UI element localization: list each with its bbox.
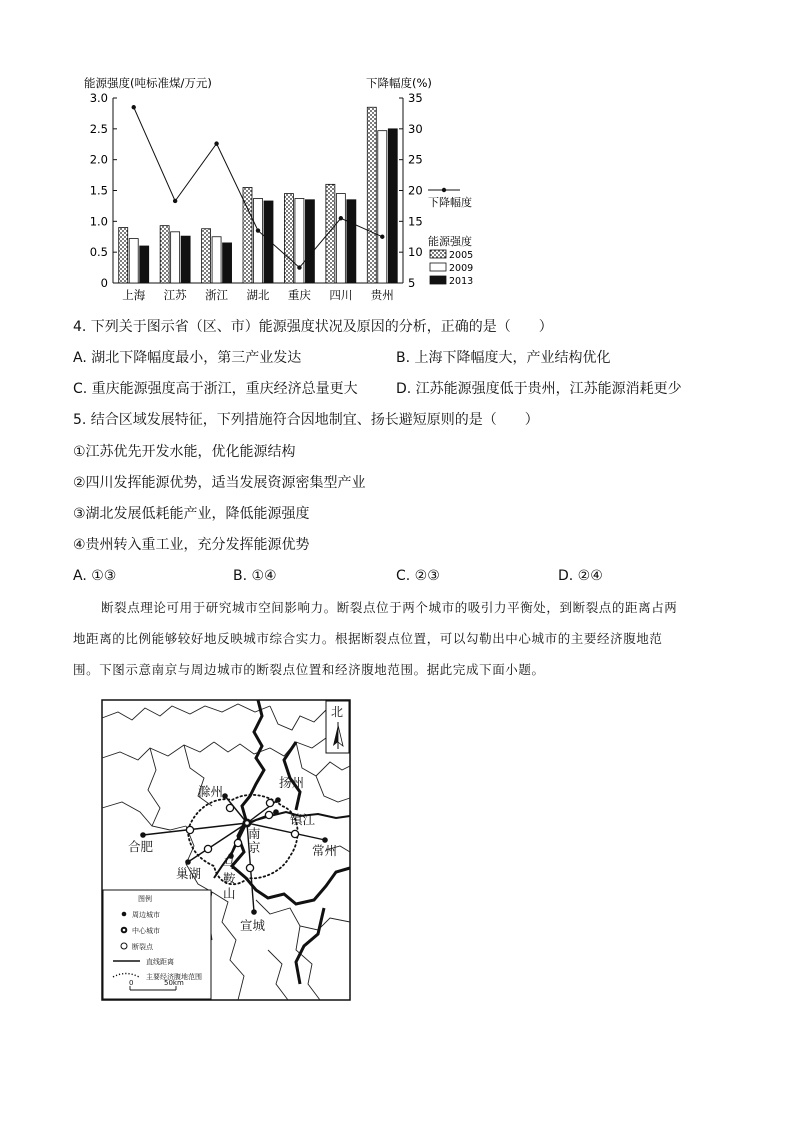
nanjing-breakpoint-map (100, 698, 352, 1002)
label-maanshan-3: 山 (223, 886, 236, 901)
city-chaohu-dot (185, 859, 191, 865)
question-5-statement-4: ④贵州转入重工业，充分发挥能源优势 (73, 537, 310, 553)
chart-right-axis-label: 下降幅度(%) (366, 76, 432, 90)
right-tick-label: 20 (408, 183, 423, 198)
bar-2013-7 (388, 129, 397, 283)
right-tick-label: 5 (408, 276, 416, 290)
city-xuancheng-dot (251, 909, 257, 915)
right-tick-label: 25 (408, 152, 423, 167)
left-tick-label: 2.5 (89, 121, 108, 136)
legend-scale-50: 50km (164, 979, 184, 987)
legend-center: 中心城市 (132, 927, 160, 935)
category-label: 湖北 (246, 288, 270, 302)
breakpoint-zhenjiang (265, 811, 272, 818)
legend-label-2013: 2013 (449, 276, 474, 287)
decline-point-5 (297, 265, 301, 269)
north-label: 北 (331, 705, 344, 719)
question-5-statement-1: ①江苏优先开发水能，优化能源结构 (73, 444, 296, 460)
energy-intensity-chart (75, 70, 495, 310)
legend-swatch-2005 (430, 250, 446, 258)
label-maanshan-1: 马 (223, 856, 236, 871)
breakpoint-yangzhou (266, 799, 273, 806)
bar-2005-7 (367, 107, 376, 283)
breakpoint-hefei (186, 826, 193, 833)
label-nanjing-1: 南 (248, 826, 261, 841)
label-changzhou: 常州 (312, 843, 338, 858)
question-4-option-d[interactable]: D. 江苏能源强度低于贵州，江苏能源消耗更少 (396, 381, 682, 397)
legend-label-2005: 2005 (449, 250, 474, 261)
passage-line-3: 围。下图示意南京与周边城市的断裂点位置和经济腹地范围。据此完成下面小题。 (73, 662, 545, 677)
question-4-stem: 4. 下列关于图示省（区、市）能源强度状况及原因的分析，正确的是（ ） (73, 319, 553, 335)
legend-breakpoint: 断裂点 (132, 943, 153, 951)
left-tick-label: 3.0 (89, 91, 108, 105)
question-5-option-d[interactable]: D. ②④ (558, 568, 603, 584)
label-xuancheng: 宣城 (240, 918, 266, 933)
label-chuzhou: 滁州 (198, 784, 224, 799)
category-label: 浙江 (205, 288, 229, 302)
question-4-option-c[interactable]: C. 重庆能源强度高于浙江，重庆经济总量更大 (73, 381, 358, 397)
bar-2009-3 (212, 237, 221, 283)
bar-2005-3 (202, 229, 211, 283)
bar-2013-2 (181, 236, 190, 283)
breakpoint-changzhou (291, 830, 298, 837)
bar-2009-5 (295, 199, 304, 283)
category-label: 江苏 (163, 288, 187, 302)
bar-2013-1 (140, 246, 149, 283)
chart-left-axis-label: 能源强度(吨标准煤/万元) (84, 76, 212, 90)
city-hefei-dot (140, 832, 146, 838)
bar-2013-5 (305, 200, 314, 283)
bar-2009-6 (336, 194, 345, 283)
question-5-option-c[interactable]: C. ②③ (396, 568, 440, 584)
left-tick-label: 1.5 (89, 183, 108, 198)
decline-point-1 (132, 105, 136, 109)
decline-point-4 (256, 228, 260, 232)
question-4-option-a[interactable]: A. 湖北下降幅度最小，第三产业发达 (73, 350, 302, 366)
bar-2009-2 (171, 232, 180, 283)
bar-2005-5 (284, 194, 293, 283)
legend-swatch-2009 (430, 263, 446, 271)
north-arrow (326, 701, 349, 753)
bar-2009-1 (129, 239, 138, 283)
map-legend (103, 890, 211, 999)
question-5-stem: 5. 结合区域发展特征，下列措施符合因地制宜、扬长避短原则的是（ ） (73, 412, 539, 428)
decline-point-2 (173, 199, 177, 203)
bar-2013-4 (264, 201, 273, 283)
legend-swatch-2013 (430, 276, 446, 284)
breakpoint-chaohu (204, 845, 211, 852)
left-tick-label: 0 (100, 276, 108, 290)
passage-line-1: 断裂点理论可用于研究城市空间影响力。断裂点位于两个城市的吸引力平衡处，到断裂点的距离占两 (101, 600, 678, 615)
right-tick-label: 35 (408, 91, 423, 105)
category-label: 四川 (329, 288, 353, 302)
label-chaohu: 巢湖 (176, 866, 202, 881)
label-nanjing-2: 京 (248, 840, 261, 855)
breakpoint-xuancheng (246, 864, 253, 871)
legend-peripheral: 周边城市 (132, 911, 160, 919)
bar-2013-3 (223, 243, 232, 283)
city-chuzhou-dot (222, 793, 228, 799)
question-5-statement-2: ②四川发挥能源优势，适当发展资源密集型产业 (73, 475, 366, 491)
left-tick-label: 0.5 (89, 245, 108, 260)
legend-hinterland: 主要经济腹地范围 (146, 973, 202, 981)
right-tick-label: 15 (408, 214, 423, 229)
category-label: 上海 (122, 288, 146, 302)
city-yangzhou-dot (275, 797, 281, 803)
breakpoint-chuzhou (226, 804, 233, 811)
question-4-option-b[interactable]: B. 上海下降幅度大，产业结构优化 (396, 350, 611, 366)
bar-2005-1 (119, 228, 128, 284)
label-zhenjiang: 镇江 (290, 812, 316, 827)
bar-2009-7 (378, 131, 387, 283)
decline-point-7 (380, 235, 384, 239)
bar-2009-4 (254, 199, 263, 283)
question-5-statement-3: ③湖北发展低耗能产业，降低能源强度 (73, 506, 310, 522)
left-tick-label: 1.0 (89, 214, 108, 229)
category-label: 重庆 (287, 288, 311, 302)
decline-point-3 (214, 141, 218, 145)
right-tick-label: 10 (408, 245, 423, 260)
left-tick-label: 2.0 (89, 152, 108, 167)
passage (73, 592, 723, 685)
label-maanshan-2: 鞍 (223, 871, 236, 886)
label-yangzhou: 扬州 (279, 775, 305, 790)
bar-2005-6 (326, 184, 335, 283)
question-5-option-b[interactable]: B. ①④ (233, 568, 277, 584)
right-tick-label: 30 (408, 121, 423, 136)
legend-line-dot (442, 188, 446, 192)
legend-title: 能源强度 (428, 235, 472, 248)
legend-line-label: 下降幅度 (428, 196, 472, 209)
city-zhenjiang-dot (273, 809, 279, 815)
decline-point-6 (339, 216, 343, 220)
city-changzhou-dot (322, 837, 328, 843)
legend-title: 图例 (138, 895, 152, 903)
legend-label-2009: 2009 (449, 263, 474, 274)
question-5-option-a[interactable]: A. ①③ (73, 568, 117, 584)
label-hefei: 合肥 (128, 839, 154, 854)
breakpoint-maanshan (234, 839, 241, 846)
passage-line-2: 地距离的比例能够较好地反映城市综合实力。根据断裂点位置，可以勾勒出中心城市的主要经济腹地范 (73, 631, 663, 646)
bar-2013-6 (347, 200, 356, 283)
category-label: 贵州 (370, 288, 394, 302)
legend-line: 直线距离 (146, 958, 174, 966)
legend-scale-0: 0 (129, 979, 134, 987)
bar-2005-2 (160, 226, 169, 283)
